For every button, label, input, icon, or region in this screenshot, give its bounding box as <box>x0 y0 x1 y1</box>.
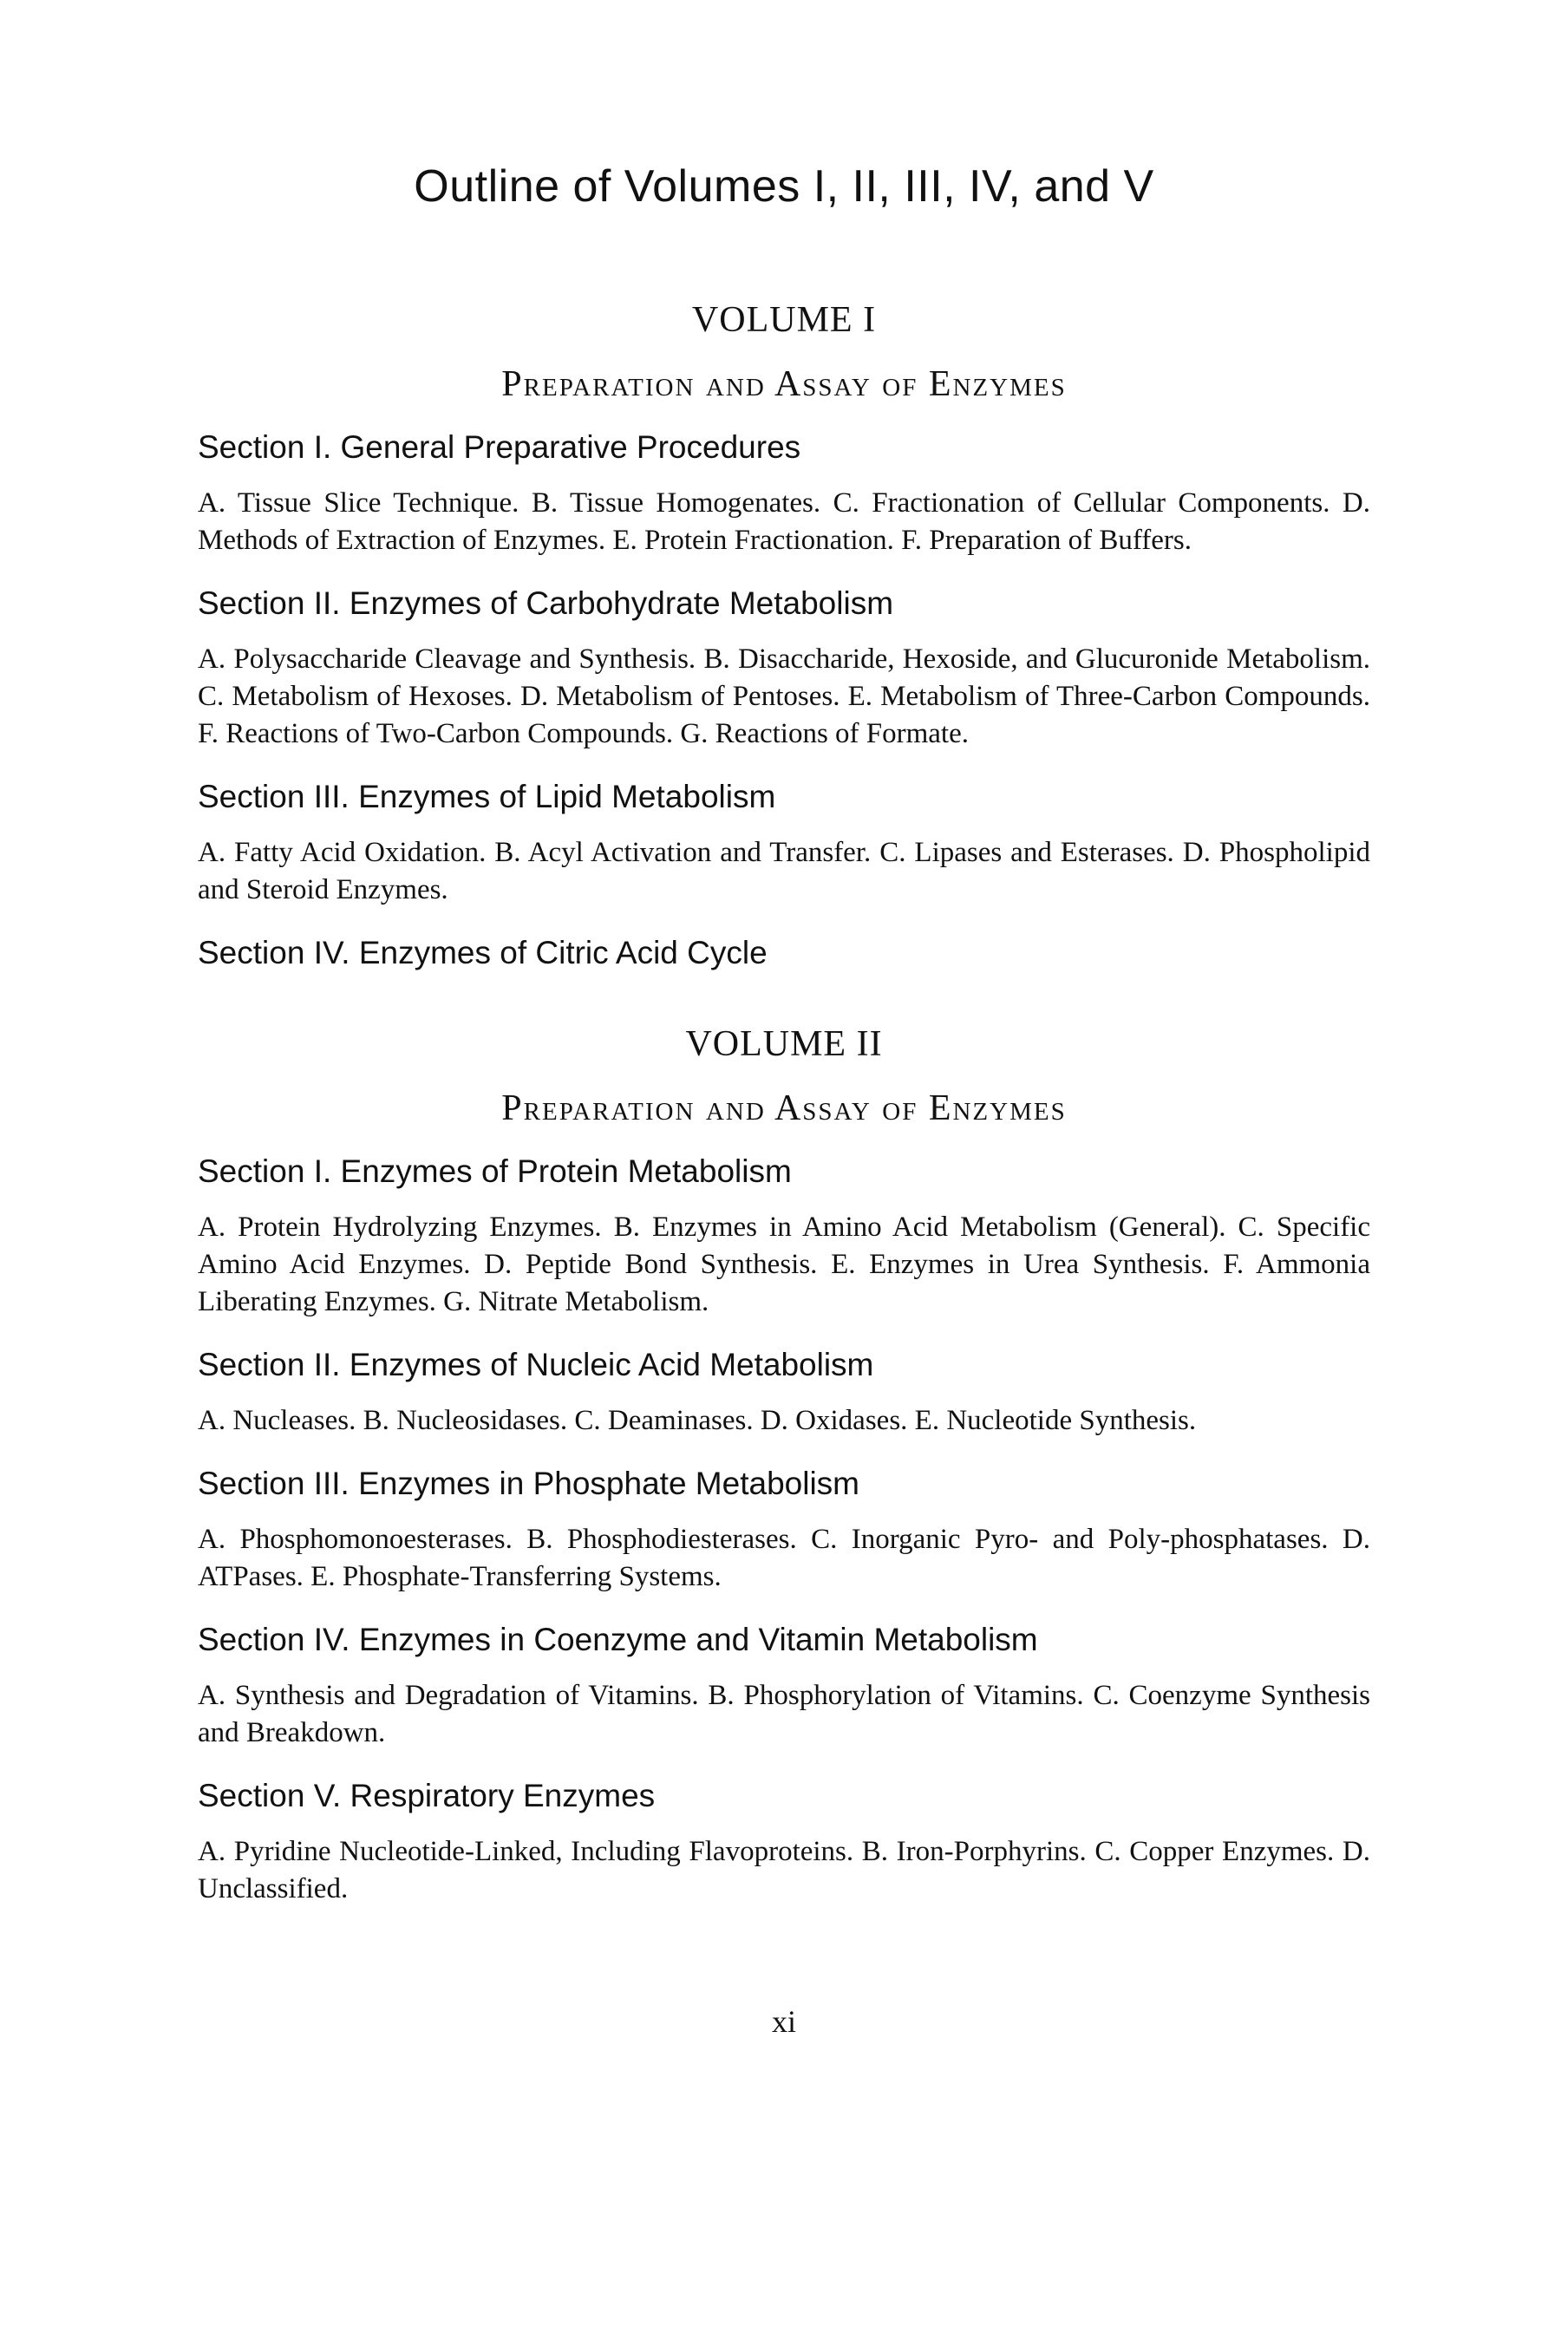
section-body: A. Phosphomonoesterases. B. Phosphodiesterases. C. Inorganic Pyro- and Poly-phosphatases. D. ATPases. E. Phosphate-Transferring Systems. <box>198 1524 1370 1592</box>
section-title: Section II. Enzymes of Nucleic Acid Metabolism <box>198 1347 874 1382</box>
volume-heading: VOLUME II <box>685 1024 883 1064</box>
section-title: Section IV. Enzymes in Coenzyme and Vitamin Metabolism <box>198 1622 1038 1657</box>
page-number: xi <box>771 2004 796 2039</box>
section-body: A. Synthesis and Degradation of Vitamins. B. Phosphorylation of Vitamins. C. Coenzyme Synthesis and Breakdown. <box>198 1680 1370 1748</box>
outline-content <box>198 160 1370 1960</box>
section-body: A. Nucleases. B. Nucleosidases. C. Deaminases. D. Oxidases. E. Nucleotide Synthesis. <box>198 1405 1197 1436</box>
volume-2 <box>198 1023 1370 1908</box>
section-title: Section I. General Preparative Procedures <box>198 429 801 465</box>
section-title: Section V. Respiratory Enzymes <box>198 1778 656 1813</box>
section-title: Section IV. Enzymes of Citric Acid Cycle <box>198 935 768 970</box>
section-title: Section II. Enzymes of Carbohydrate Metabolism <box>198 585 894 621</box>
page-title: Outline of Volumes I, II, III, IV, and V <box>414 161 1154 212</box>
section-body: A. Tissue Slice Technique. B. Tissue Homogenates. C. Fractionation of Cellular Components. D. Methods of Extraction of Enzymes. E. Protein Fractionation. F. Preparation of Buffers. <box>198 487 1370 556</box>
section-body: A. Fatty Acid Oxidation. B. Acyl Activation and Transfer. C. Lipases and Esterases. D. Phospholipid and Steroid Enzymes. <box>198 837 1370 905</box>
section-title: Section III. Enzymes of Lipid Metabolism <box>198 779 776 814</box>
section-body: A. Polysaccharide Cleavage and Synthesis. B. Disaccharide, Hexoside, and Glucuronide Metabolism. C. Metabolism of Hexoses. D. Metabolism of Pentoses. E. Metabolism of Three-Carbon Compounds. F. Reactions of Two-Carbon Compounds. G. Reactions of Formate. <box>198 643 1370 749</box>
volume-subtitle: Preparation and Assay of Enzymes <box>501 364 1067 404</box>
volume-1 <box>198 299 1370 971</box>
section-title: Section I. Enzymes of Protein Metabolism <box>198 1153 792 1189</box>
section-body: A. Pyridine Nucleotide-Linked, Including Flavoproteins. B. Iron-Porphyrins. C. Copper Enzymes. D. Unclassified. <box>198 1836 1370 1904</box>
section-title: Section III. Enzymes in Phosphate Metabolism <box>198 1466 859 1501</box>
section-body: A. Protein Hydrolyzing Enzymes. B. Enzymes in Amino Acid Metabolism (General). C. Specific Amino Acid Enzymes. D. Peptide Bond Synthesis. E. Enzymes in Urea Synthesis. F. Ammonia Liberating Enzymes. G. Nitrate Metabolism. <box>198 1212 1370 1317</box>
volume-heading: VOLUME I <box>691 300 877 340</box>
volume-subtitle: Preparation and Assay of Enzymes <box>501 1088 1067 1128</box>
